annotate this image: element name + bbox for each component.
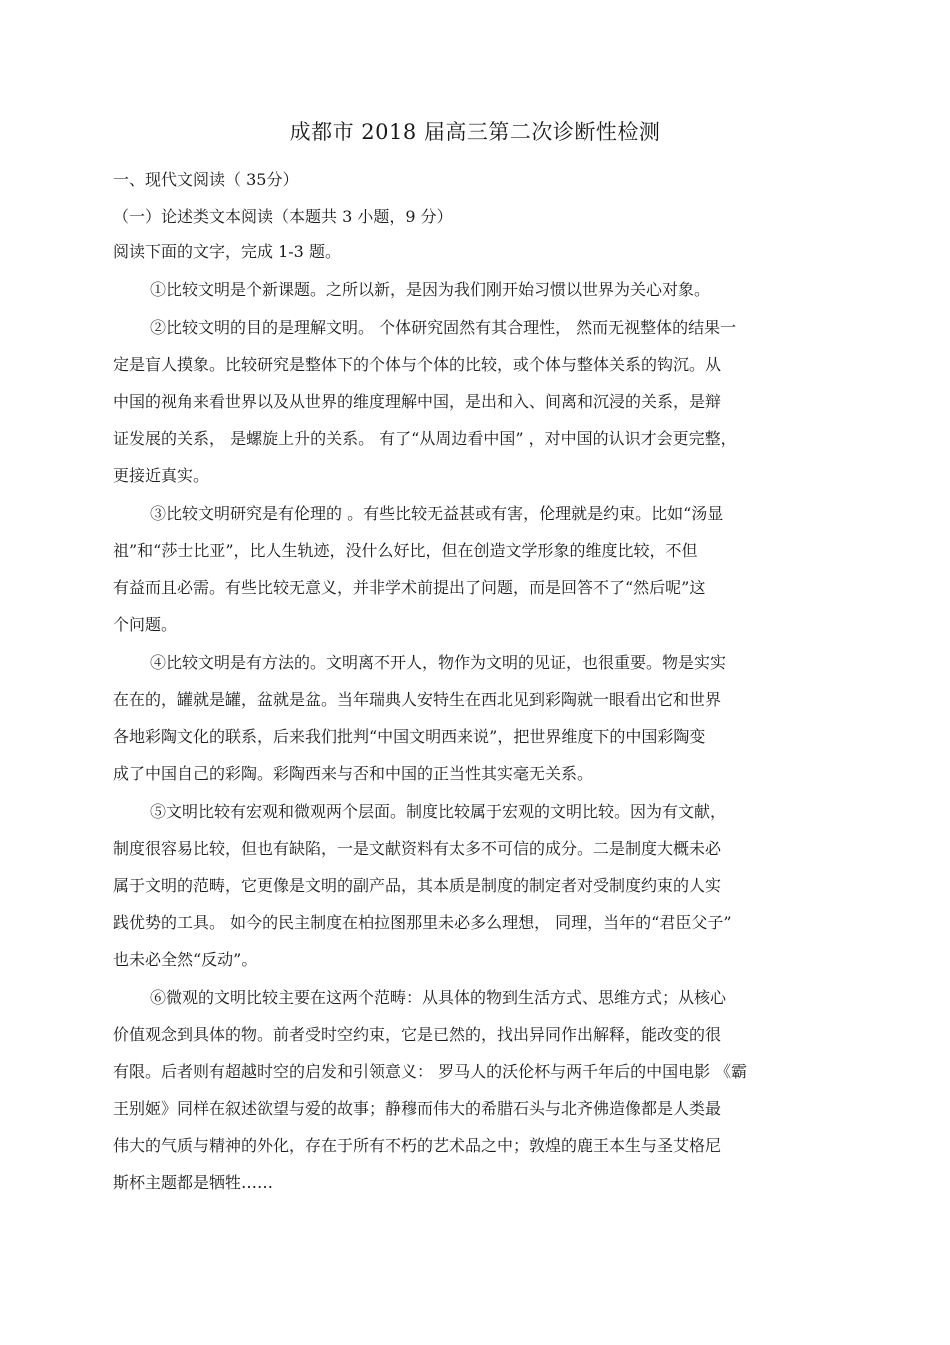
paragraph-5-line: 制度很容易比较，但也有缺陷，一是文献资料有太多不可信的成分。二是制度大概未必 (113, 839, 722, 858)
paragraph-5-line: 也未必全然“反动”。 (113, 950, 258, 969)
paragraph-6-line: 伟大的气质与精神的外化，存在于所有不朽的艺术品之中；敦煌的鹿王本生与圣艾格尼 (113, 1136, 722, 1155)
paragraph-2-line: 证发展的关系， 是螺旋上升的关系。 有了“从周边看中国” ，对中国的认识才会更完整， (113, 429, 737, 448)
paragraph-2-line: ②比较文明的目的是理解文明。 个体研究固然有其合理性， 然而无视整体的结果一 (150, 318, 737, 337)
paragraph-4-line: 在在的，罐就是罐，盆就是盆。当年瑞典人安特生在西北见到彩陶就一眼看出它和世界 (113, 690, 722, 709)
paragraph-6-line: 斯杯主题都是牺牲…… (113, 1173, 274, 1192)
paragraph-4-line: 成了中国自己的彩陶。彩陶西来与否和中国的正当性其实毫无关系。 (113, 764, 594, 783)
paragraph-5-line: ⑤文明比较有宏观和微观两个层面。制度比较属于宏观的文明比较。因为有文献， (150, 802, 727, 821)
paragraph-3-line: 有益而且必需。有些比较无意义，并非学术前提出了问题，而是回答不了“然后呢”这 (113, 578, 706, 597)
paragraph-6-line: ⑥微观的文明比较主要在这两个范畴：从具体的物到生活方式、思维方式；从核心 (150, 988, 727, 1007)
paragraph-3-line: 祖”和“莎士比亚”，比人生轨迹，没什么好比，但在创造文学形象的维度比较，不但 (113, 541, 698, 560)
subsection-heading: （一）论述类文本阅读（本题共 3 小题，9 分） (113, 207, 453, 226)
section-heading: 一、现代文阅读（ 35分） (113, 170, 299, 189)
paragraph-2-line: 定是盲人摸象。比较研究是整体下的个体与个体的比较，或个体与整体关系的钩沉。从 (113, 355, 722, 374)
paragraph-2-line: 中国的视角来看世界以及从世界的维度理解中国，是出和入、间离和沉浸的关系，是辩 (113, 392, 722, 411)
paragraph-2-line: 更接近真实。 (113, 466, 210, 485)
document-title: 成都市 2018 届高三第二次诊断性检测 (289, 120, 661, 144)
paragraph-4-line: 各地彩陶文化的联系，后来我们批判“中国文明西来说”，把世界维度下的中国彩陶变 (113, 727, 706, 746)
paragraph-6-line: 王别姬》同样在叙述欲望与爱的故事；静穆而伟大的希腊石头与北齐佛造像都是人类最 (113, 1099, 722, 1118)
paragraph-3-line: ③比较文明研究是有伦理的 。有些比较无益甚或有害，伦理就是约束。比如“汤显 (150, 504, 724, 523)
instruction-text: 阅读下面的文字，完成 1-3 题。 (113, 242, 341, 261)
paragraph-6-line: 有限。后者则有超越时空的启发和引领意义： 罗马人的沃伦杯与两千年后的中国电影 《霸 (113, 1062, 748, 1081)
paragraph-6-line: 价值观念到具体的物。前者受时空约束，它是已然的，找出异同作出解释，能改变的很 (113, 1025, 722, 1044)
paragraph-1-line: ①比较文明是个新课题。之所以新，是因为我们刚开始习惯以世界为关心对象。 (150, 280, 711, 299)
paragraph-5-line: 践优势的工具。 如今的民主制度在柏拉图那里未必多么理想， 同理，当年的“君臣父子” (113, 913, 732, 932)
paragraph-3-line: 个问题。 (113, 615, 178, 634)
paragraph-4-line: ④比较文明是有方法的。文明离不开人，物作为文明的见证，也很重要。物是实实 (150, 653, 727, 672)
paragraph-5-line: 属于文明的范畴，它更像是文明的副产品，其本质是制度的制定者对受制度约束的人实 (113, 876, 722, 895)
